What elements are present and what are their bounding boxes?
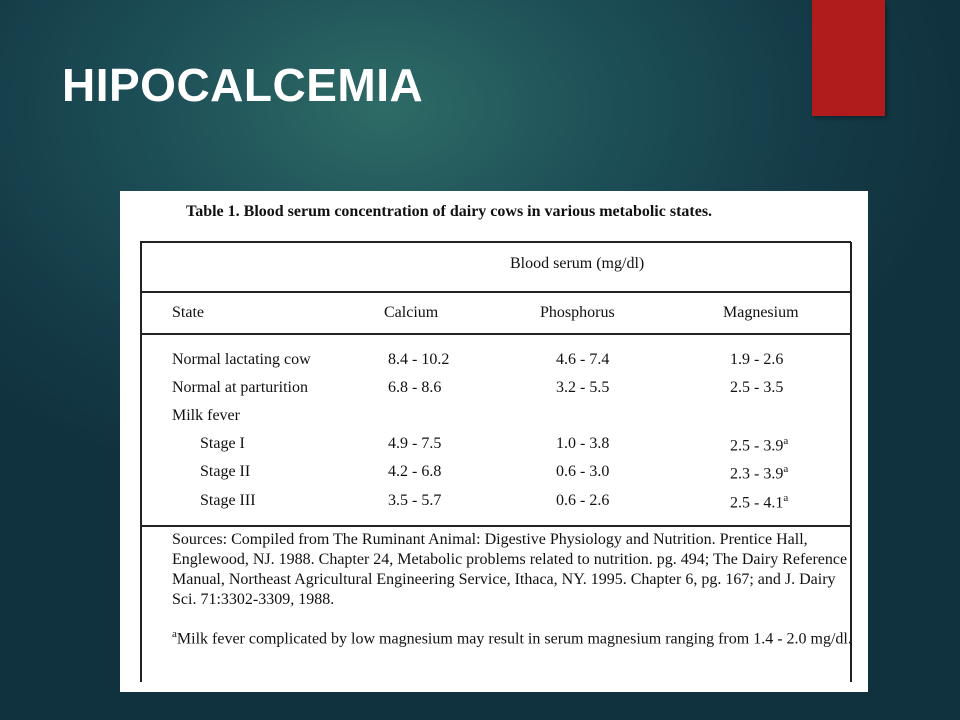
row-phosphorus: 0.6 - 2.6 (556, 492, 610, 509)
row-phosphorus: 3.2 - 5.5 (556, 379, 610, 396)
column-header-state: State (172, 304, 204, 321)
column-header-magnesium: Magnesium (723, 304, 799, 321)
magnesium-value: 1.9 - 2.6 (730, 351, 784, 368)
magnesium-value: 2.5 - 3.5 (730, 379, 784, 396)
footnote-mark: a (172, 628, 177, 640)
footnote-marker: a (783, 435, 789, 447)
row-state: Normal at parturition (172, 379, 308, 396)
magnesium-value: 2.5 - 3.9 (730, 437, 784, 455)
row-state: Stage II (200, 463, 251, 480)
row-phosphorus: 1.0 - 3.8 (556, 435, 610, 452)
row-magnesium (730, 492, 788, 512)
sources-note: Sources: Compiled from The Ruminant Animal: Digestive Physiology and Nutrition. Prentice Hall, Englewood, NJ. 1988. Chapter 24, Metabolic problems related to nutrition. pg. 494; The Dairy Reference Manual, Northeast Agricultural Engineering Service, Ithaca, NY. 1995. Chapter 6, pg. 167; and J. Dairy Sci. 71:3302-3309, 1988. (172, 531, 848, 608)
row-calcium: 3.5 - 5.7 (388, 492, 442, 509)
row-phosphorus: 0.6 - 3.0 (556, 463, 610, 480)
column-header-rule (140, 333, 851, 335)
row-calcium: 8.4 - 10.2 (388, 351, 450, 368)
row-phosphorus: 4.6 - 7.4 (556, 351, 610, 368)
table-border-left (140, 242, 142, 682)
table-border-right (850, 242, 852, 682)
row-state: Normal lactating cow (172, 351, 311, 368)
group-header-rule (140, 291, 851, 293)
footnote-text: Milk fever complicated by low magnesium may result in serum magnesium ranging from 1.4 - 2.0 mg/dl. (176, 630, 852, 648)
row-magnesium (730, 351, 783, 369)
slide-title: HIPOCALCEMIA (62, 59, 424, 111)
table-bottom-rule (140, 525, 851, 527)
row-magnesium (730, 463, 788, 483)
magnesium-value: 2.3 - 3.9 (730, 465, 784, 483)
table-image (120, 191, 868, 692)
footnote (172, 624, 852, 649)
row-state: Milk fever (172, 407, 240, 424)
row-magnesium (730, 379, 783, 397)
row-state: Stage I (200, 435, 245, 452)
group-header: Blood serum (mg/dl) (510, 255, 645, 272)
column-header-calcium: Calcium (384, 304, 439, 321)
row-calcium: 6.8 - 8.6 (388, 379, 442, 396)
table-caption: Table 1. Blood serum concentration of dairy cows in various metabolic states. (186, 203, 713, 220)
accent-bar (812, 0, 885, 116)
magnesium-value: 2.5 - 4.1 (730, 494, 784, 512)
row-magnesium (730, 435, 788, 455)
footnote-marker: a (783, 492, 789, 504)
row-calcium: 4.2 - 6.8 (388, 463, 442, 480)
footnote-marker: a (783, 463, 789, 475)
row-calcium: 4.9 - 7.5 (388, 435, 442, 452)
row-state: Stage III (200, 492, 256, 509)
column-header-phosphorus: Phosphorus (540, 304, 615, 321)
table-top-rule (140, 241, 851, 243)
